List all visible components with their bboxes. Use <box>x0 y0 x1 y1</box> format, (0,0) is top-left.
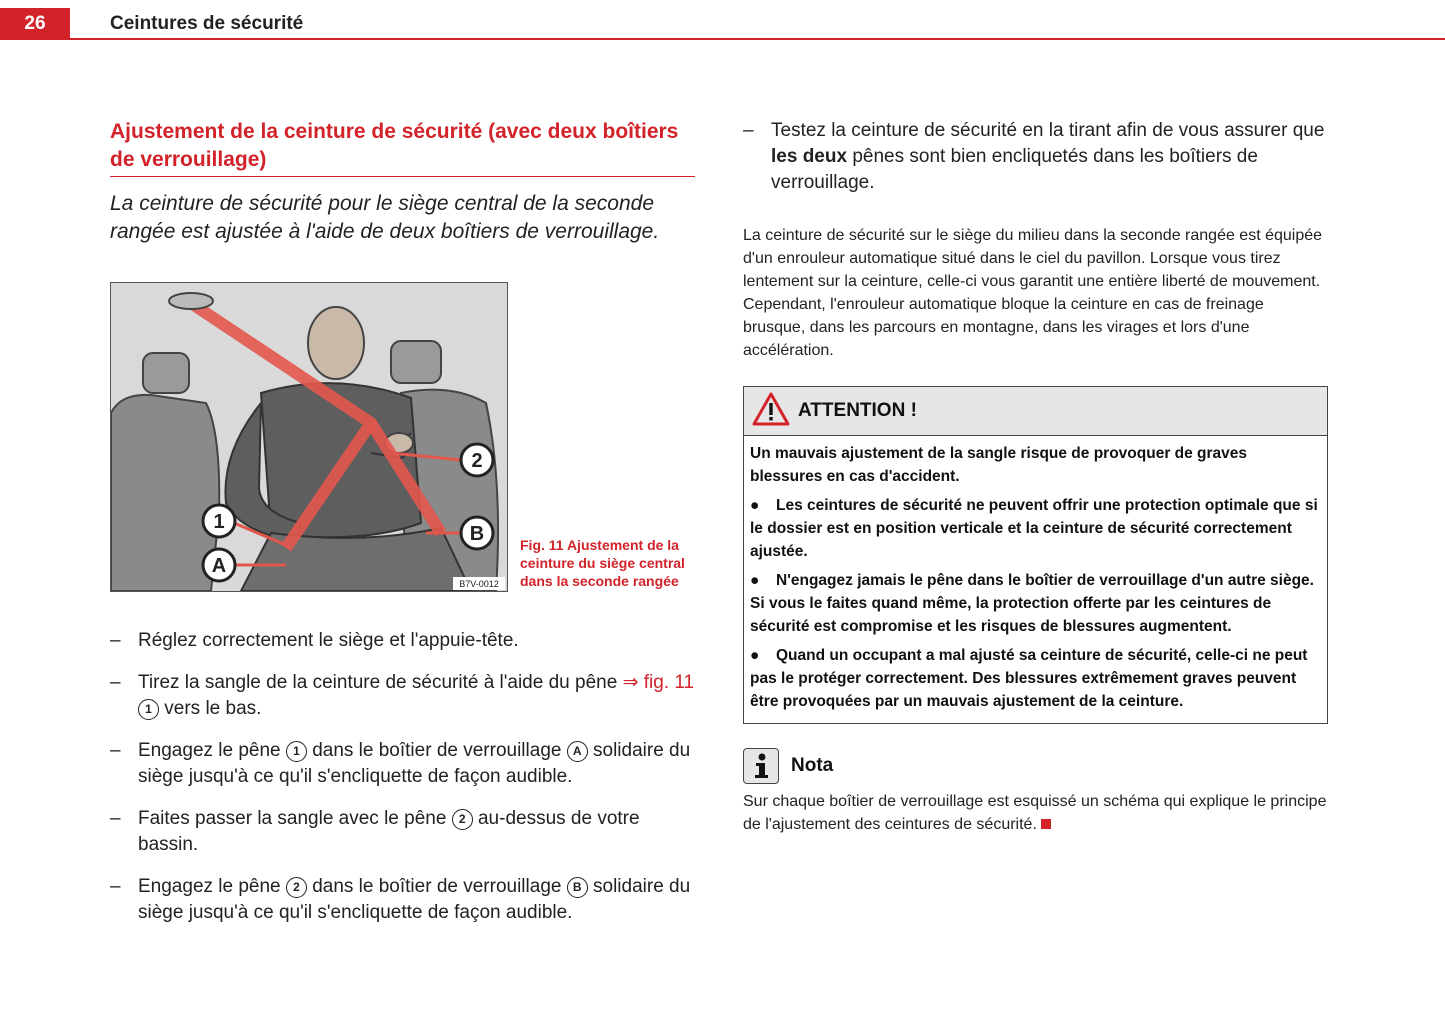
note-text <box>743 790 1328 836</box>
instruction-list <box>110 628 695 926</box>
figure-reference-link[interactable]: ⇒ fig. 11 <box>622 672 695 693</box>
warning-triangle-icon <box>752 392 790 431</box>
header-rule <box>70 38 1445 40</box>
warning-item-text: Les ceintures de sécurité ne peuvent offrir une protection optimale que si le dossier est en position verticale et la ceinture de sécurité correctement ajustée. <box>750 497 1318 560</box>
callout-ref-2: 2 <box>452 809 473 830</box>
dash: – <box>743 120 754 141</box>
info-icon <box>743 748 779 784</box>
warning-intro: Un mauvais ajustement de la sangle risque de provoquer de graves blessures en cas d'accident. <box>750 445 1248 485</box>
warning-item-text: N'engagez jamais le pêne dans le boîtier de verrouillage d'un autre siège. Si vous le faites quand même, la protection offerte par les ceintures de sécurité est compromise et les risques de blessures augmentent. <box>750 572 1314 635</box>
figure-caption: Fig. 11 Ajustement de la ceinture du siège central dans la seconde rangée <box>520 537 685 589</box>
callout-ref-1: 1 <box>286 741 307 762</box>
step-text: Tirez la sangle de la ceinture de sécurité à l'aide du pêne <box>138 672 618 693</box>
end-of-section-marker <box>1041 819 1051 829</box>
dash: – <box>110 876 121 897</box>
step-text: dans le boîtier de verrouillage <box>312 876 562 897</box>
callout-ref-1: 1 <box>138 699 159 720</box>
callout-ref-b: B <box>567 877 588 898</box>
callout-ref-2: 2 <box>286 877 307 898</box>
callout-2 <box>461 444 493 476</box>
step-text: solidaire du siège jusqu'à ce qu'il s'encliquette de façon audible. <box>138 876 691 923</box>
step-text: Engagez le pêne <box>138 740 281 761</box>
callout-a-label: A <box>211 555 227 577</box>
warning-item <box>750 569 1321 638</box>
callout-2-label: 2 <box>471 450 483 472</box>
warning-item-text: Quand un occupant a mal ajusté sa ceinture de sécurité, celle-ci ne peut pas le protéger correctement. Des blessures extrêmement graves peuvent être provoquées par un mauvais ajustement de la ceinture. <box>750 647 1308 710</box>
note-title: Nota <box>791 755 834 776</box>
left-column <box>110 118 695 942</box>
step-text: vers le bas. <box>164 698 262 719</box>
callout-b-label: B <box>469 523 485 545</box>
callout-ref-a: A <box>567 741 588 762</box>
page-number: 26 <box>0 8 70 40</box>
dash: – <box>110 808 121 829</box>
header-title: Ceintures de sécurité <box>110 13 304 34</box>
dash: – <box>110 630 121 651</box>
dash: – <box>110 672 121 693</box>
section-intro: La ceinture de sécurité pour le siège central de la seconde rangée est ajustée à l'aide de deux boîtiers de verrouillage. <box>110 192 660 243</box>
warning-header <box>744 387 1327 436</box>
note-body: Sur chaque boîtier de verrouillage est esquissé un schéma qui explique le principe de l'ajustement des ceintures de sécurité. <box>743 793 1327 833</box>
list-item <box>110 738 695 790</box>
note-section <box>743 748 1328 836</box>
right-column <box>743 118 1328 836</box>
page-header <box>0 0 1445 40</box>
image-code: B7V-0012 <box>459 579 499 589</box>
step-text: Engagez le pêne <box>138 876 281 897</box>
step-text: pênes sont bien encliquetés dans les boîtiers de verrouillage. <box>771 146 1258 193</box>
step-text: au-dessus de votre bassin. <box>138 808 640 855</box>
list-item <box>110 670 695 722</box>
step-emphasis: les deux <box>771 146 848 167</box>
step-text: solidaire du siège jusqu'à ce qu'il s'encliquette de façon audible. <box>138 740 691 787</box>
step-text: Testez la ceinture de sécurité en la tirant afin de vous assurer que <box>771 120 1325 141</box>
warning-item <box>750 644 1321 713</box>
callout-b <box>461 517 493 549</box>
bullet: ● <box>750 572 760 589</box>
list-item <box>110 628 695 654</box>
section-title: Ajustement de la ceinture de sécurité (avec deux boîtiers de verrouillage) <box>110 118 695 177</box>
list-item <box>110 874 695 926</box>
warning-item <box>750 494 1321 563</box>
note-header <box>743 748 1328 784</box>
callout-1-label: 1 <box>213 511 225 533</box>
figure <box>110 282 695 592</box>
bullet: ● <box>750 647 760 664</box>
body-paragraph: La ceinture de sécurité sur le siège du milieu dans la seconde rangée est équipée d'un enrouleur automatique situé dans le ciel du pavillon. Lorsque vous tirez lentement sur la ceinture, celle-ci vous garantit une entière liberté de mouvement. Cependant, l'enrouleur automatique bloque la ceinture en cas de freinage brusque, dans les parcours en montagne, dans les virages et lors d'une accélération. <box>743 227 1323 359</box>
warning-title: ATTENTION ! <box>798 400 917 421</box>
step-text: Réglez correctement le siège et l'appuie-tête. <box>138 630 519 651</box>
seatbelt-illustration <box>110 282 508 592</box>
bullet: ● <box>750 497 760 514</box>
callout-1 <box>203 505 235 537</box>
warning-box <box>743 386 1328 724</box>
dash: – <box>110 740 121 761</box>
list-item <box>110 806 695 858</box>
list-item <box>743 118 1328 196</box>
callout-a <box>203 549 235 581</box>
step-text: dans le boîtier de verrouillage <box>312 740 562 761</box>
warning-body <box>744 436 1327 723</box>
step-text: Faites passer la sangle avec le pêne <box>138 808 447 829</box>
